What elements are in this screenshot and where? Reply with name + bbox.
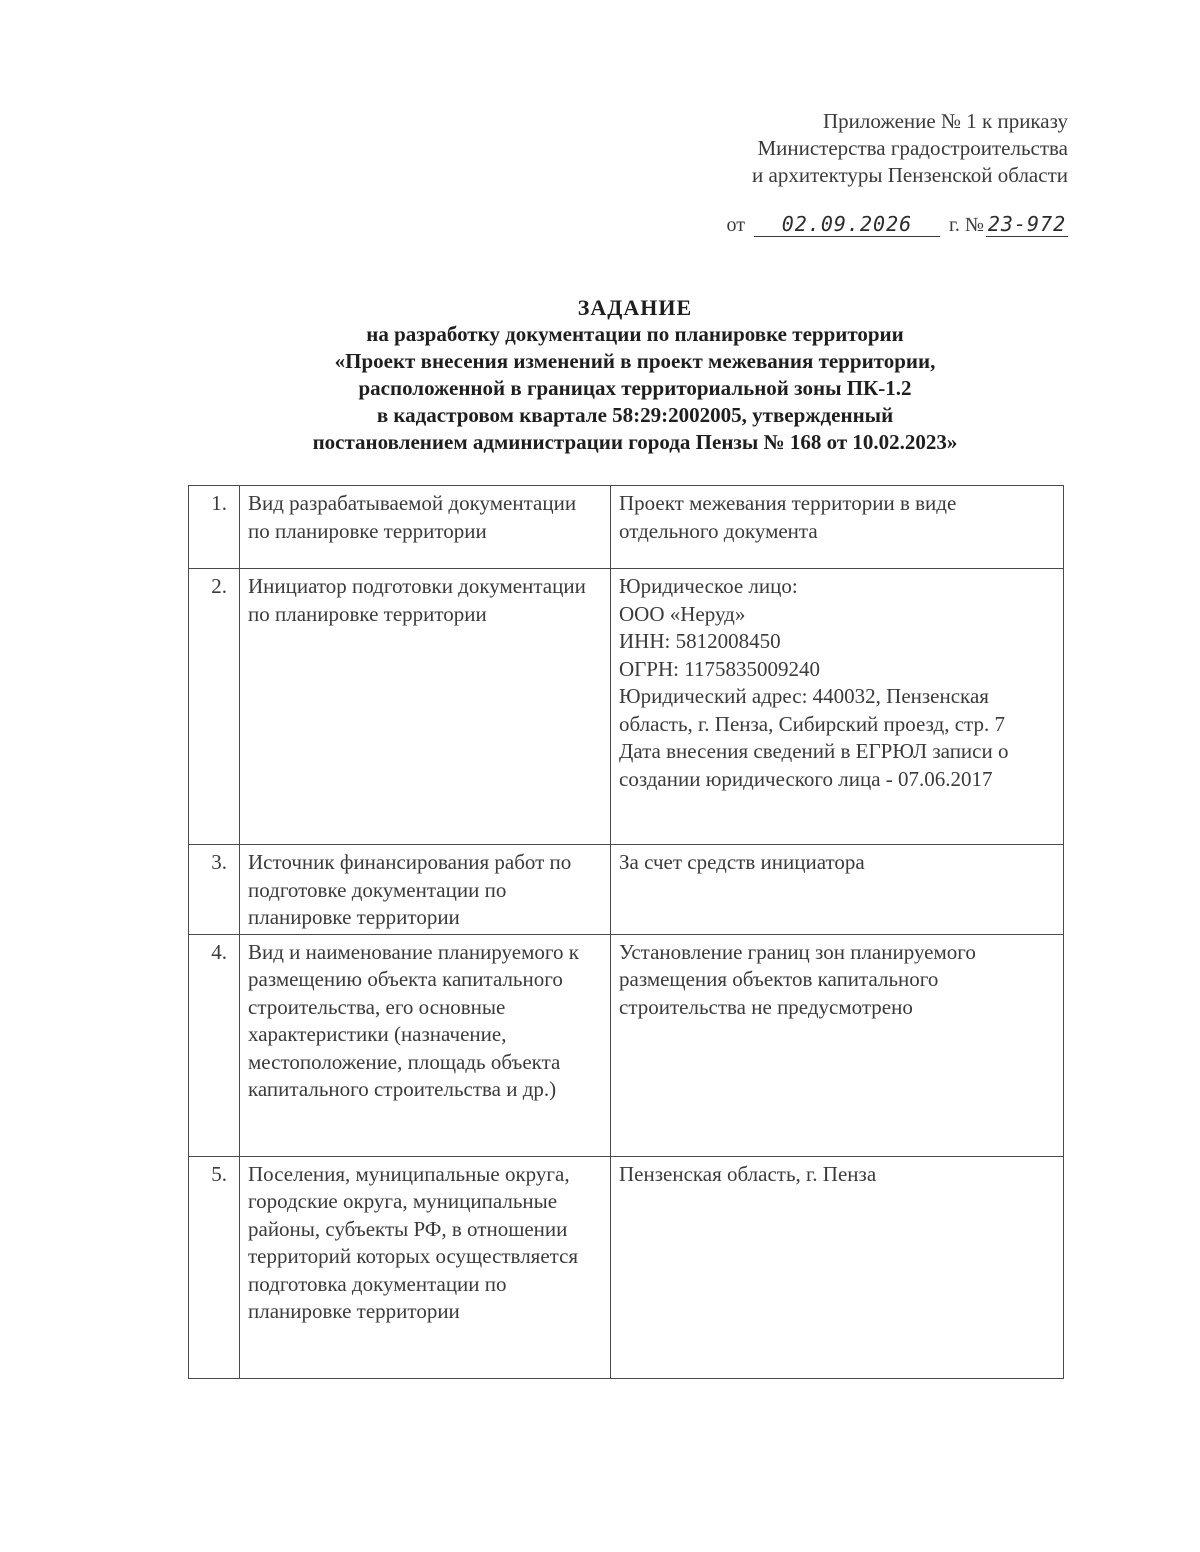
- title-line: в кадастровом квартале 58:29:2002005, утвержденный: [376, 403, 894, 427]
- appendix-header: [752, 108, 1068, 189]
- title-line: «Проект внесения изменений в проект межевания территории,: [334, 349, 936, 373]
- appendix-line: и архитектуры Пензенской области: [752, 163, 1068, 187]
- row-value: [611, 569, 1064, 845]
- row-number: 2.: [189, 569, 240, 845]
- row-label: Вид разрабатываемой документации по планировке территории: [240, 486, 611, 569]
- appendix-line: Приложение № 1 к приказу: [823, 109, 1068, 133]
- table-row: [189, 934, 1064, 1156]
- row-value-line: ОГРН: 1175835009240: [619, 656, 820, 681]
- row-value-line: Юридический адрес: 440032, Пензенская область, г. Пенза, Сибирский проезд, стр. 7: [619, 684, 1005, 736]
- row-number: 3.: [189, 845, 240, 935]
- row-label: Поселения, муниципальные округа, городские округа, муниципальные районы, субъекты РФ, в отношении территорий которых осуществляется подготовка документации по планировке территории: [240, 1156, 611, 1378]
- row-number: 5.: [189, 1156, 240, 1378]
- row-value-line: Пензенская область, г. Пенза: [619, 1161, 877, 1186]
- row-number: 4.: [189, 934, 240, 1156]
- title-line: постановлением администрации города Пензы № 168 от 10.02.2023»: [312, 430, 958, 454]
- table-row: [189, 845, 1064, 935]
- title-main: ЗАДАНИЕ: [577, 295, 693, 320]
- order-reference: [726, 212, 1068, 237]
- order-date: 02.09.2026: [754, 212, 940, 237]
- order-number: 23-972: [987, 212, 1067, 236]
- row-label: Инициатор подготовки документации по планировке территории: [240, 569, 611, 845]
- row-value-line: Дата внесения сведений в ЕГРЮЛ записи о создании юридического лица - 07.06.2017: [619, 739, 1009, 791]
- document-title: [140, 294, 1130, 456]
- row-value: [611, 934, 1064, 1156]
- title-line: расположенной в границах территориальной зоны ПК-1.2: [358, 376, 912, 400]
- row-value: [611, 845, 1064, 935]
- table-row: [189, 1156, 1064, 1378]
- row-value: [611, 486, 1064, 569]
- row-value-line: Установление границ зон планируемого размещения объектов капитального строительства не предусмотрено: [619, 939, 976, 1019]
- row-value-line: Юридическое лицо:: [619, 574, 798, 598]
- table-row: [189, 569, 1064, 845]
- specification-table: [188, 485, 1064, 1379]
- row-value-line: Проект межевания территории в виде отдельного документа: [619, 491, 957, 543]
- row-label: Вид и наименование планируемого к размещению объекта капитального строительства, его основные характеристики (назначение, местоположение, площадь объекта капитального строительства и др.): [240, 934, 611, 1156]
- row-number: 1.: [189, 486, 240, 569]
- row-value-line: За счет средств инициатора: [619, 850, 865, 874]
- order-number-label: г. №: [948, 214, 984, 236]
- row-label: Источник финансирования работ по подготовке документации по планировке территории: [240, 845, 611, 935]
- appendix-line: Министерства градостроительства: [757, 136, 1068, 160]
- row-value-line: ООО «Неруд»: [619, 601, 746, 626]
- row-value: [611, 1156, 1064, 1378]
- table-row: [189, 486, 1064, 569]
- order-from-label: от: [726, 214, 745, 236]
- row-value-line: ИНН: 5812008450: [619, 629, 781, 653]
- title-line: на разработку документации по планировке территории: [366, 322, 904, 346]
